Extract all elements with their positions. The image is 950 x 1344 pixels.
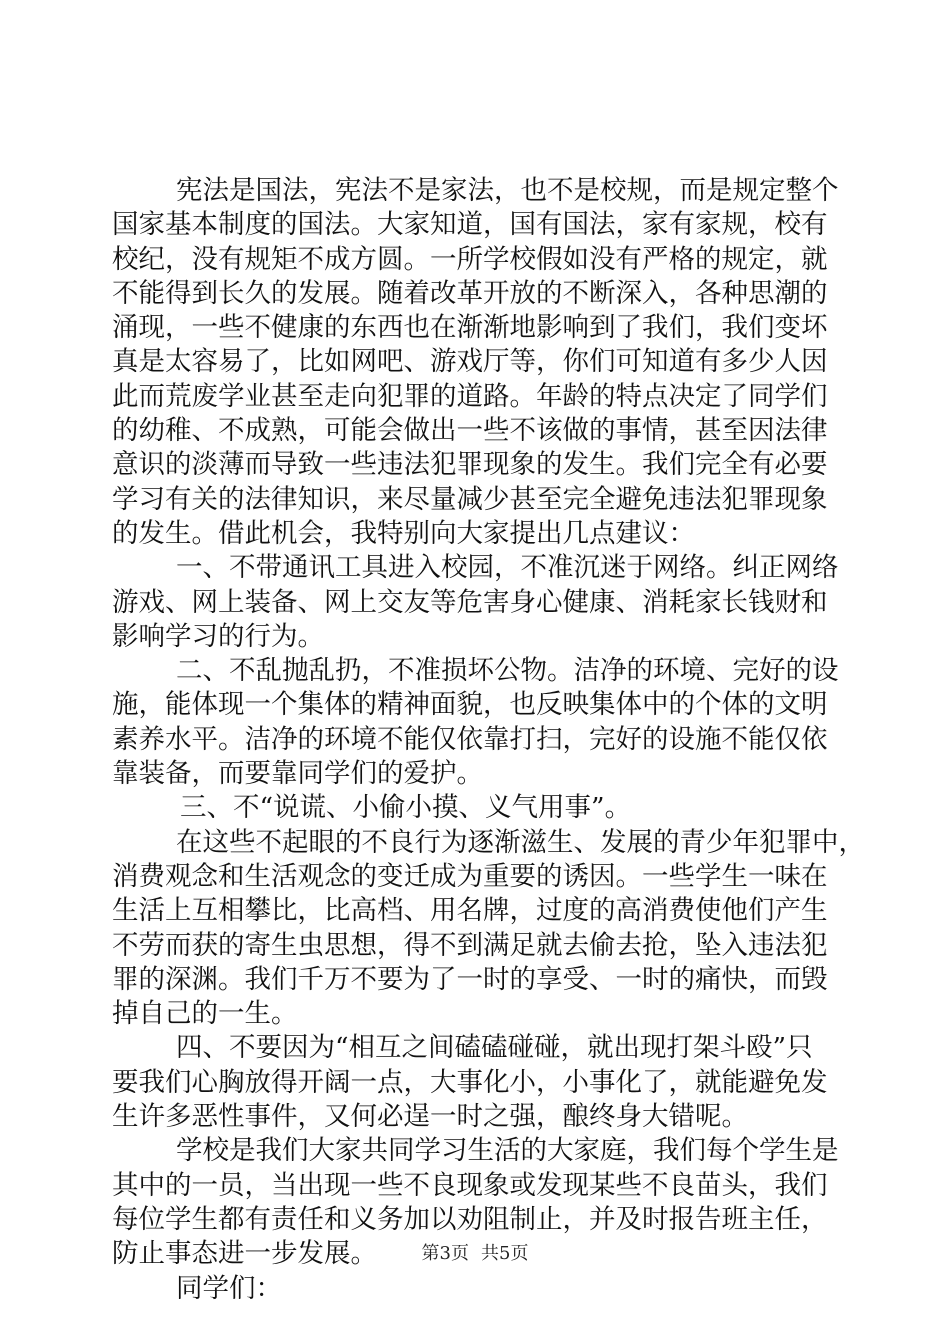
- text-line: 同学们：: [176, 1272, 282, 1304]
- text-line: 要我们心胸放得开阔一点，大事化小，小事化了，就能避免发: [112, 1066, 828, 1098]
- text-line: 二、不乱抛乱扔，不准损坏公物。洁净的环境、完好的设: [176, 655, 839, 687]
- page-footer: [0, 1242, 950, 1266]
- text-line: 防止事态进一步发展。: [112, 1238, 377, 1270]
- text-line: 在这些不起眼的不良行为逐渐滋生、发展的青少年犯罪中，: [176, 826, 865, 858]
- text-line: 其中的一员，当出现一些不良现象或发现某些不良苗头，我们: [112, 1169, 828, 1201]
- text-line: 学校是我们大家共同学习生活的大家庭，我们每个学生是: [176, 1135, 839, 1167]
- page-number: 第3页: [421, 1243, 469, 1264]
- text-line: 生许多恶性事件，又何必逞一时之强，酿终身大错呢。: [112, 1101, 748, 1133]
- text-line: 校纪，没有规矩不成方圆。一所学校假如没有严格的规定，就: [112, 243, 828, 275]
- text-line: 不劳而获的寄生虫思想，得不到满足就去偷去抢，坠入违法犯: [112, 929, 828, 961]
- text-line: 一、不带通讯工具进入校园，不准沉迷于网络。纠正网络: [176, 552, 839, 584]
- text-line: 罪的深渊。我们千万不要为了一时的享受、一时的痛快，而毁: [112, 963, 828, 995]
- text-line: 施，能体现一个集体的精神面貌，也反映集体中的个体的文明: [112, 689, 828, 721]
- text-line: 学习有关的法律知识，来尽量减少甚至完全避免违法犯罪现象: [112, 483, 828, 515]
- text-line: 游戏、网上装备、网上交友等危害身心健康、消耗家长钱财和: [112, 586, 828, 618]
- text-line: 的发生。借此机会，我特别向大家提出几点建议：: [112, 517, 695, 549]
- text-line: 掉自己的一生。: [112, 998, 298, 1030]
- text-line: 靠装备，而要靠同学们的爱护。: [112, 758, 483, 790]
- text-line: 素养水平。洁净的环境不能仅依靠打扫，完好的设施不能仅依: [112, 723, 828, 755]
- text-line: 不能得到长久的发展。随着改革开放的不断深入，各种思潮的: [112, 277, 828, 309]
- text-line: 三、不“说谎、小偷小摸、义气用事”。: [180, 792, 632, 824]
- text-line: 真是太容易了，比如网吧、游戏厅等，你们可知道有多少人因: [112, 346, 828, 378]
- text-line: 影响学习的行为。: [112, 620, 324, 652]
- text-line: 国家基本制度的国法。大家知道，国有国法，家有家规，校有: [112, 209, 828, 241]
- text-line: 的幼稚、不成熟，可能会做出一些不该做的事情，甚至因法律: [112, 415, 828, 447]
- text-line: 意识的淡薄而导致一些违法犯罪现象的发生。我们完全有必要: [112, 449, 828, 481]
- text-line: 此而荒废学业甚至走向犯罪的道路。年龄的特点决定了同学们: [112, 380, 828, 412]
- text-line: 四、不要因为“相互之间磕磕碰碰，就出现打架斗殴”只: [176, 1032, 813, 1064]
- text-line: 涌现，一些不健康的东西也在渐渐地影响到了我们，我们变坏: [112, 312, 828, 344]
- document-body: [112, 174, 865, 1306]
- text-line: 宪法是国法，宪法不是家法，也不是校规，而是规定整个: [176, 175, 839, 206]
- text-line: 生活上互相攀比，比高档、用名牌，过度的高消费使他们产生: [112, 895, 828, 927]
- page-total: 共5页: [481, 1243, 529, 1264]
- text-line: 消费观念和生活观念的变迁成为重要的诱因。一些学生一味在: [112, 860, 828, 892]
- text-line: 每位学生都有责任和义务加以劝阻制止，并及时报告班主任，: [112, 1203, 828, 1235]
